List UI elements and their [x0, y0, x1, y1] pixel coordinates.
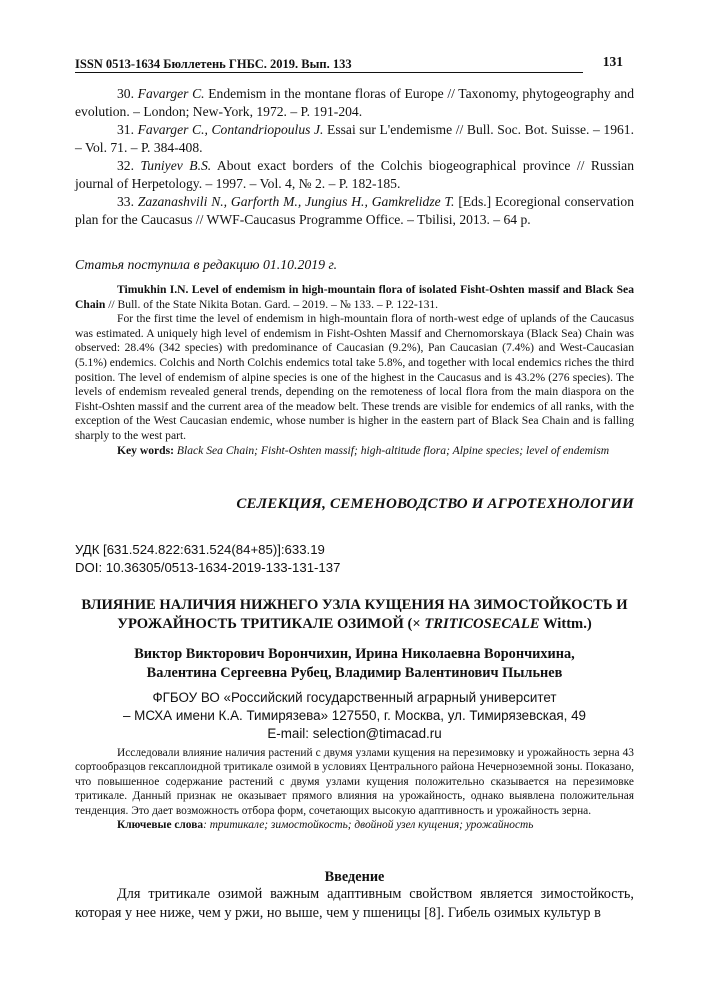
- reference-item: [75, 121, 634, 157]
- intro-section: [75, 885, 634, 923]
- page-number: 131: [602, 54, 623, 69]
- russian-keywords: [75, 818, 634, 832]
- english-abstract-body: For the first time the level of endemism in high-mountain flora of north-west edge of uplands of the Caucasus was estimated. A uniquely high level of endemism in Fisht-Oshten Massif and Chernomorskaya (Black Sea) Chain was observed: 28.4% (342 species) with predominance of Caucasian (9.2%), Pan Caucasian (7.4%) and West-Caucasian (5.1%) endemics. Colchis and North Colchis endemics total take 5.8%, and together with local endemics riches the third position. The level of endemism of alpine species is one of the highest in the Caucasus and is 43.2% (276 species). The levels of endemism revealed general trends, depending on the remoteness of local flora from the main diaspora on the Fisht-Oshten massif and the current area of the meadow belt. These trends are visible for endemics of all ranks, with the exception of the West Caucasian endemic, whose number is higher in the eastern part of Black Sea Chain and is falling sharply to the west part.: [75, 312, 634, 442]
- intro-heading: Введение: [324, 869, 385, 885]
- reference-authors: Zazanashvili N., Garforth M., Jungius H., Gamkrelidze T.: [137, 194, 455, 209]
- reference-number: 33.: [117, 194, 134, 209]
- russian-keywords-text: : тритикале; зимостойкость; двойной узел кущения; урожайность: [203, 819, 534, 832]
- email-address: E-mail: selection@timacad.ru: [267, 726, 442, 741]
- affiliation-line: ФГБОУ ВО «Российский государственный аграрный университет: [152, 690, 557, 705]
- header-rule: [75, 72, 583, 73]
- reference-authors: Favarger C., Contandriopoulus J.: [137, 122, 324, 137]
- article-identifiers: [75, 541, 634, 577]
- russian-abstract: [75, 746, 634, 832]
- english-keywords-text: Black Sea Chain; Fisht-Oshten massif; high-altitude flora; Alpine species; level of endemism: [174, 443, 610, 457]
- authors-line: Виктор Викторович Ворончихин, Ирина Николаевна Ворончихина,: [134, 646, 575, 662]
- article-title-taxon: TRITICOSECALE: [424, 615, 540, 632]
- english-abstract: [75, 283, 634, 458]
- russian-keywords-label: Ключевые слова: [117, 819, 204, 832]
- authors-line: Валентина Сергеевна Рубец, Владимир Валентинович Пыльнев: [146, 665, 563, 681]
- reference-text: [Eds.] Ecoregional conservation plan for the Caucasus // WWF-Caucasus Programme Office. – Tbilisi, 2013. – 64 p.: [75, 194, 634, 227]
- english-citation-source: // Bull. of the State Nikita Botan. Gard. – 2019. – № 133. – P. 122-131.: [105, 297, 439, 311]
- reference-authors: Tuniyev B.S.: [140, 158, 212, 173]
- reference-text: Endemism in the montane floras of Europe // Taxonomy, phytogeography and evolution. – London; New-York, 1972. – P. 191-204.: [75, 86, 634, 119]
- affiliation-line: – МСХА имени К.А. Тимирязева» 127550, г. Москва, ул. Тимирязевская, 49: [123, 708, 586, 723]
- journal-issn: ISSN 0513-1634 Бюллетень ГНБС. 2019. Вып. 133: [75, 57, 352, 71]
- section-title: СЕЛЕКЦИЯ, СЕМЕНОВОДСТВО И АГРОТЕХНОЛОГИИ: [236, 496, 634, 512]
- affiliation: [75, 689, 634, 743]
- article-title-main: ВЛИЯНИЕ НАЛИЧИЯ НИЖНЕГО УЗЛА КУЩЕНИЯ НА ЗИМОСТОЙКОСТЬ И УРОЖАЙНОСТЬ ТРИТИКАЛЕ ОЗИМОЙ (×: [81, 597, 628, 632]
- reference-item: [75, 193, 634, 229]
- article-title-end: Wittm.): [539, 615, 592, 632]
- reference-text: Essai sur L'endemisme // Bull. Soc. Bot. Suisse. – 1961. – Vol. 71. – P. 384-408.: [75, 122, 634, 155]
- reference-number: 32.: [117, 158, 134, 173]
- doi: DOI: 10.36305/0513-1634-2019-133-131-137: [75, 560, 341, 575]
- reference-authors: Favarger C.: [137, 86, 205, 101]
- english-citation-title: Timukhin I.N. Level of endemism in high-mountain flora of isolated Fisht-Oshten massif and Black Sea Chain: [75, 283, 634, 311]
- reference-number: 31.: [117, 122, 134, 137]
- english-citation: [75, 283, 634, 312]
- reference-item: [75, 85, 634, 121]
- reference-list: [75, 85, 634, 229]
- english-keywords-label: Key words:: [117, 443, 174, 457]
- reference-text: About exact borders of the Colchis biogeographical province // Russian journal of Herpetology. – 1997. – Vol. 4, № 2. – P. 182-185.: [75, 158, 634, 191]
- english-keywords: [75, 444, 634, 459]
- russian-abstract-body: Исследовали влияние наличия растений с двумя узлами кущения на перезимовку и урожайность зерна 43 сортообразцов гексаплоидной тритикале озимой в условиях Центрального района Нечерноземной зоны. Показано, что повышенное содержание растений с двумя узлами кущения положительно сказывается на перезимовке тритикале. Данный признак не оказывает прямого влияния на урожайность, однако выявлена положительная тенденция. Это дает возможность отбора форм, сочетающих высокую адаптивность и урожайность зерна.: [75, 747, 634, 817]
- received-date: Статья поступила в редакцию 01.10.2019 г.: [75, 257, 338, 272]
- intro-paragraph: Для тритикале озимой важным адаптивным свойством является зимостойкость, которая у нее ниже, чем у ржи, но выше, чем у пшеницы [8]. Гибель озимых культур в: [75, 886, 634, 921]
- reference-number: 30.: [117, 86, 134, 101]
- reference-item: [75, 157, 634, 193]
- article-authors: [75, 645, 634, 683]
- article-title: [75, 596, 634, 633]
- udc-code: УДК [631.524.822:631.524(84+85)]:633.19: [75, 542, 325, 557]
